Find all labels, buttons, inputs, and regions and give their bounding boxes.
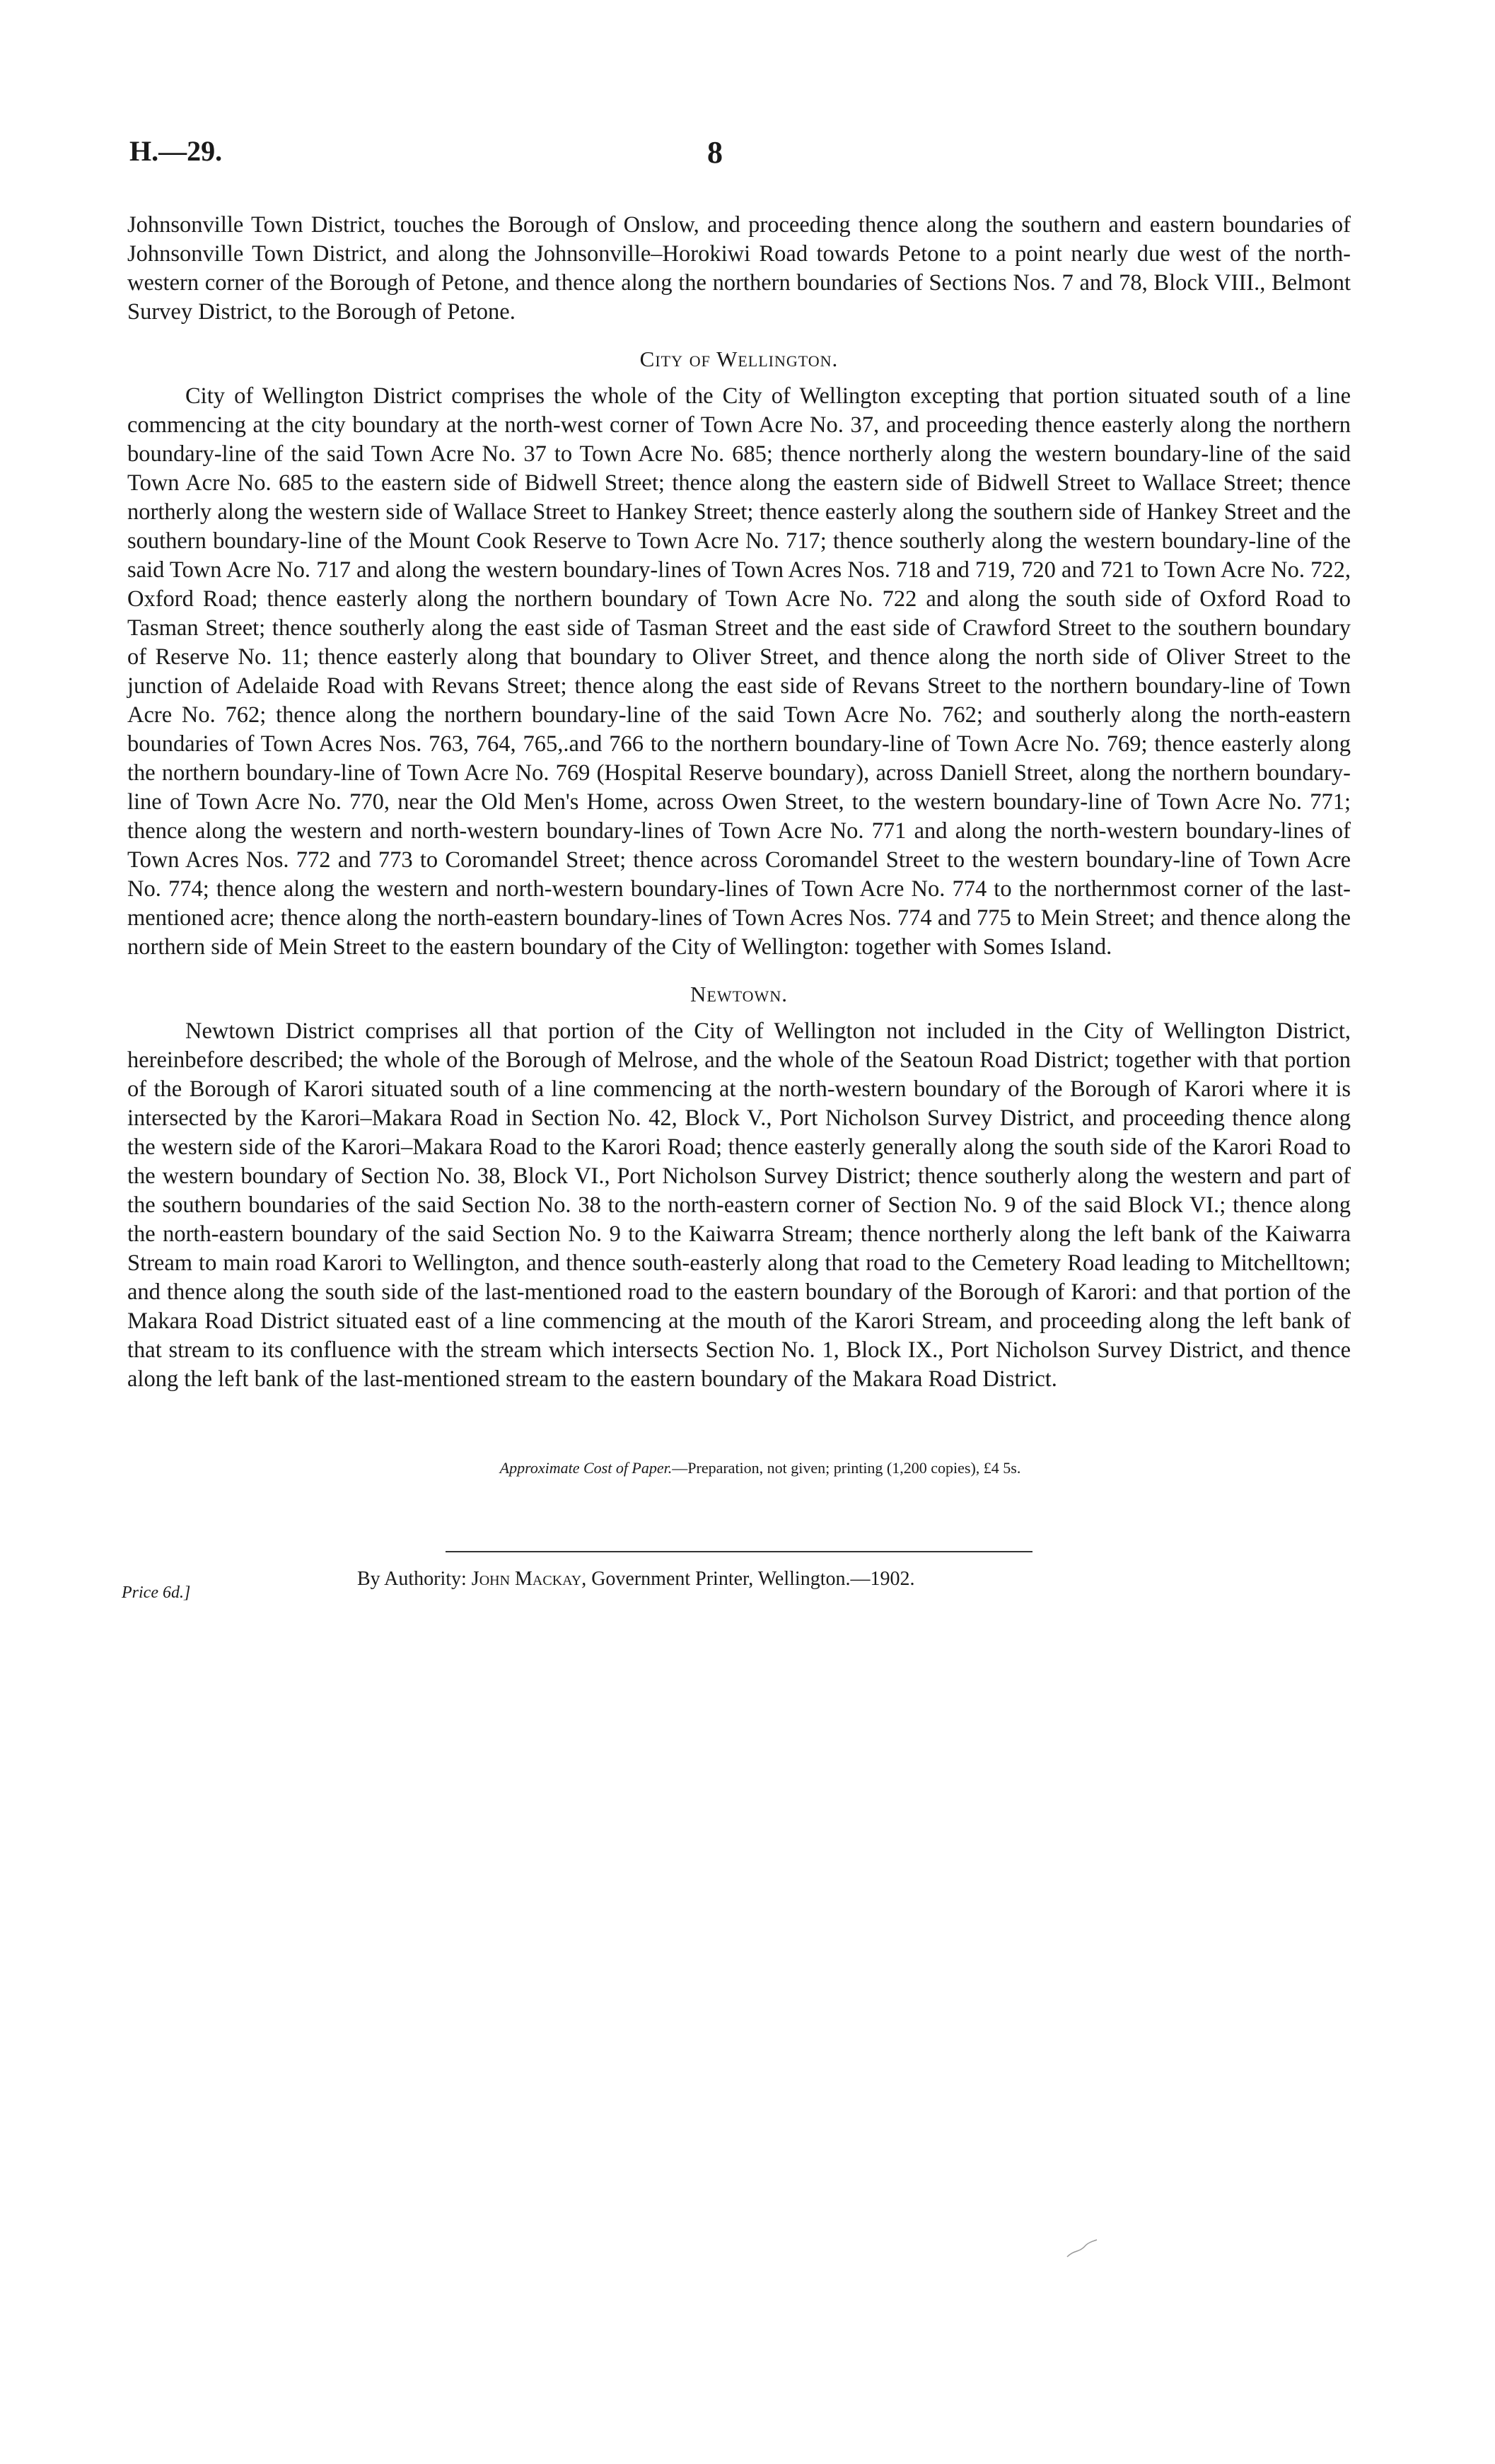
page-number: 8 — [707, 135, 723, 170]
page-footer — [122, 1562, 1351, 1605]
printer-name: John Mackay — [471, 1568, 582, 1590]
cost-text: —Preparation, not given; printing (1,200 copies), £4 5s. — [672, 1459, 1021, 1477]
section-body-city-of-wellington: City of Wellington District comprises the whole of the City of Wellington excepting that portion situated south of a line commencing at the city boundary at the north-west corner of Town Acre No. 37, and proceeding thence easterly along the northern boundary-line of the said Town Acre No. 37 to Town Acre No. 685; thence northerly along the western boundary-line of the said Town Acre No. 685 to the eastern side of Bidwell Street; thence along the eastern side of Bidwell Street to Wallace Street; thence northerly along the western side of Wallace Street to Hankey Street; thence easterly along the southern side of Hankey Street and the southern boundary-line of the Mount Cook Reserve to Town Acre No. 717; thence southerly along the western boundary-line of the said Town Acre No. 717 and along the western boundary-lines of Town Acres Nos. 718 and 719, 720 and 721 to Town Acre No. 722, Oxford Road; thence easterly along the northern boundary of Town Acre No. 722 and along the south side of Oxford Road to Tasman Street; thence southerly along the east side of Tasman Street and the east side of Crawford Street to the southern boundary of Reserve No. 11; thence easterly along that boundary to Oliver Street, and thence along the north side of Oliver Street to the junction of Adelaide Road with Revans Street; thence along the east side of Revans Street to the northern boundary-line of Town Acre No. 762; thence along the northern boundary-line of the said Town Acre No. 762; and southerly along the north-eastern boundaries of Town Acres Nos. 763, 764, 765,.and 766 to the northern boundary-line of Town Acre No. 769; thence easterly along the northern boundary-line of Town Acre No. 769 (Hospital Reserve boundary), across Daniell Street, along the northern boundary-line of Town Acre No. 770, near the Old Men's Home, across Owen Street, to the western boundary-line of Town Acre No. 771; thence along the western and north-western boundary-lines of Town Acre No. 771 and along the north-western boundary-lines of Town Acres Nos. 772 and 773 to Coromandel Street; thence across Coromandel Street to the western boundary-line of Town Acre No. 774; thence along the western and north-western boundary-lines of Town Acre No. 774 to the northernmost corner of the last-mentioned acre; thence along the north-eastern boundary-lines of Town Acres Nos. 774 and 775 to Mein Street; and thence along the northern side of Mein Street to the eastern boundary of the City of Wellington: together with Somes Island. — [127, 383, 1351, 960]
intro-paragraph: Johnsonville Town District, touches the Borough of Onslow, and proceeding thence along the southern and eastern boundaries of Johnsonville Town District, and along the Johnsonville–Horokiwi Road towards Petone to a point nearly due west of the north-western corner of the Borough of Petone, and thence along the northern boundaries of Sections Nos. 7 and 78, Block VIII., Belmont Survey District, to the Borough of Petone. — [127, 212, 1351, 325]
page-header — [127, 134, 1351, 184]
footer-rule — [446, 1551, 1032, 1552]
printer-authority — [357, 1568, 914, 1591]
section-heading-newtown: Newtown. — [690, 982, 788, 1006]
document-page — [122, 134, 1351, 1605]
document-id: H.—29. — [129, 135, 223, 167]
stray-pencil-mark — [1064, 2238, 1100, 2260]
authority-suffix: , Government Printer, Wellington.—1902. — [581, 1568, 915, 1590]
section-heading-city-of-wellington: City of Wellington. — [639, 347, 839, 371]
price-note: Price 6d.] — [122, 1583, 191, 1602]
authority-prefix: By Authority: — [357, 1568, 467, 1590]
cost-label: Approximate Cost of Paper. — [499, 1459, 673, 1477]
cost-note — [127, 1459, 1351, 1477]
section-body-newtown: Newtown District comprises all that portion of the City of Wellington not included in the City of Wellington District, hereinbefore described; the whole of the Borough of Melrose, and the whole of the Seatoun Road District; together with that portion of the Borough of Karori situated south of a line commencing at the north-western boundary of the Borough of Karori where it is intersected by the Karori–Makara Road in Section No. 42, Block V., Port Nicholson Survey District, and proceeding thence along the western side of the Karori–Makara Road to the Karori Road; thence easterly generally along the south side of the Karori Road to the western boundary of Section No. 38, Block VI., Port Nicholson Survey District; thence southerly along the western and part of the southern boundaries of the said Section No. 38 to the north-eastern corner of Section No. 9 of the said Block VI.; thence along the north-eastern boundary of the said Section No. 9 to the Kaiwarra Stream; thence northerly along the left bank of the Kaiwarra Stream to main road Karori to Wellington, and thence south-easterly along that road to the Cemetery Road leading to Mitchelltown; and thence along the south side of the last-mentioned road to the eastern boundary of the Borough of Karori: and that portion of the Makara Road District situated east of a line commencing at the mouth of the Karori Stream, and proceeding along the left bank of that stream to its confluence with the stream which intersects Section No. 1, Block IX., Port Nicholson Survey District, and thence along the left bank of the last-mentioned stream to the eastern boundary of the Makara Road District. — [127, 1018, 1351, 1392]
